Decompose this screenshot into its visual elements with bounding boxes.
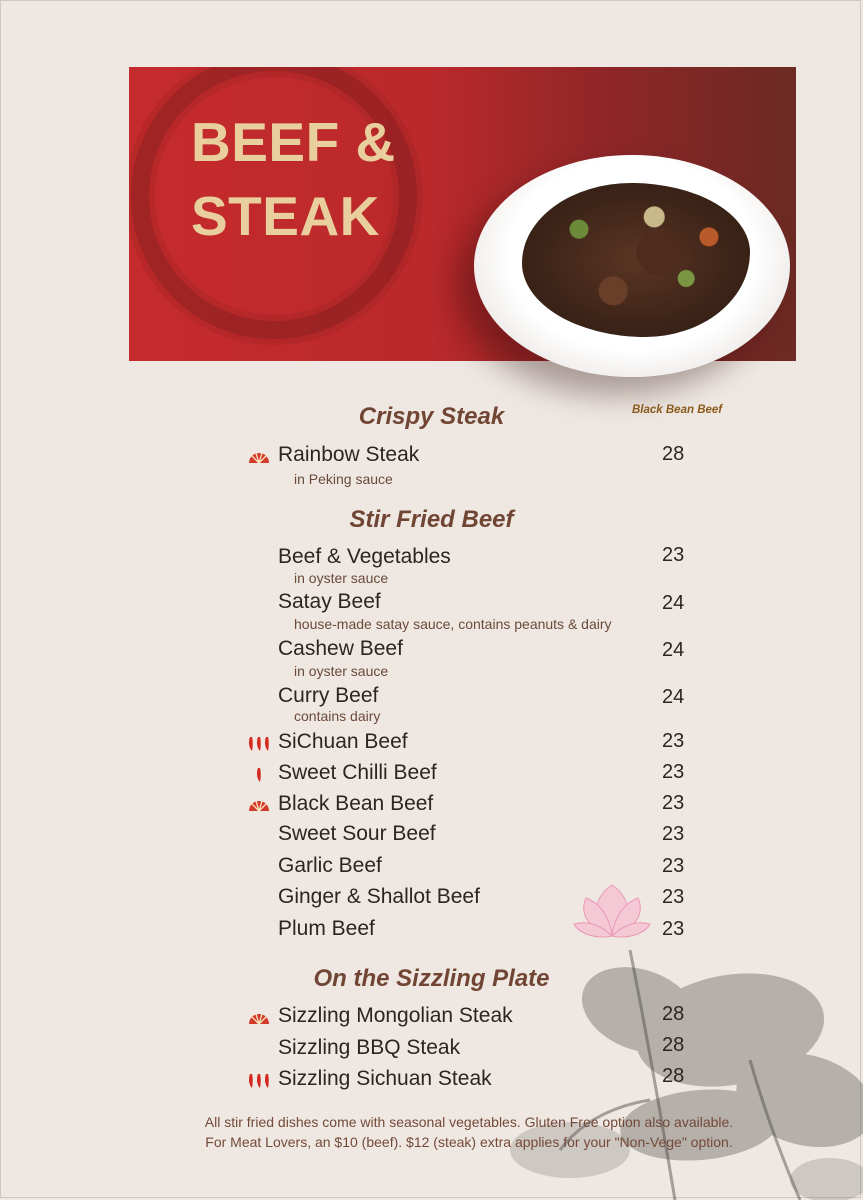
menu-item-name: Plum Beef [278,917,375,940]
page-title [191,105,396,253]
menu-item-price: 23 [662,792,685,814]
one-chilli-icon [247,767,271,783]
menu-item-desc: contains dairy [294,708,381,724]
menu-item-price: 23 [662,918,685,940]
menu-item-price: 28 [662,1065,685,1087]
menu-item-name: Black Bean Beef [278,792,434,815]
photo-caption: Black Bean Beef [632,403,723,416]
chef-recommended-fan-icon [247,1010,271,1026]
chef-recommended-fan-icon [247,797,271,813]
menu-item-price: 24 [662,686,685,708]
menu-item-name: Satay Beef [278,590,381,613]
menu-item-name: Rainbow Steak [278,443,420,466]
menu-item-name: Sizzling BBQ Steak [278,1036,461,1059]
menu-item-name: Beef & Vegetables [278,545,451,568]
menu-item-name: Sweet Sour Beef [278,822,436,845]
lotus-decoration [572,880,652,942]
menu-item-price: 23 [662,886,685,908]
menu-item-desc: in oyster sauce [294,570,389,586]
section-heading-stir-fried-beef: Stir Fried Beef [349,506,514,533]
menu-item-name: Curry Beef [278,684,379,707]
footnote-line1: All stir fried dishes come with seasonal vegetables. Gluten Free option also available. [204,1114,734,1130]
menu-item-desc: in Peking sauce [294,471,393,487]
menu-item-price: 23 [662,823,685,845]
menu-item-name: Ginger & Shallot Beef [278,885,480,908]
menu-item-price: 24 [662,592,685,614]
menu-item-price: 23 [662,855,685,877]
menu-item-name: SiChuan Beef [278,730,408,753]
menu-item-price: 28 [662,1003,685,1025]
menu-item-name: Sizzling Mongolian Steak [278,1004,513,1027]
footnote-line2: For Meat Lovers, an $10 (beef). $12 (steak) extra applies for your "Non-Vege" option. [205,1134,733,1150]
menu-item-name: Garlic Beef [278,854,382,877]
menu-item-price: 28 [662,1034,685,1056]
section-heading-crispy-steak: Crispy Steak [358,403,505,430]
menu-item-price: 23 [662,730,685,752]
chef-recommended-fan-icon [247,449,271,465]
menu-item-name: Cashew Beef [278,637,403,660]
three-chillies-icon [247,736,271,752]
menu-item-price: 23 [662,761,685,783]
three-chillies-icon [247,1073,271,1089]
section-heading-sizzling-plate: On the Sizzling Plate [313,965,550,992]
menu-item-name: Sizzling Sichuan Steak [278,1067,492,1090]
menu-item-price: 24 [662,639,685,661]
menu-item-price: 23 [662,544,685,566]
page-title-line1: BEEF & [191,111,396,173]
page-title-line2: STEAK [191,185,380,247]
menu-item-desc: in oyster sauce [294,663,389,679]
black-bean-beef-photo [522,183,750,337]
menu-item-desc: house-made satay sauce, contains peanuts & dairy [294,616,612,632]
menu-item-name: Sweet Chilli Beef [278,761,437,784]
menu-item-price: 28 [662,443,685,465]
